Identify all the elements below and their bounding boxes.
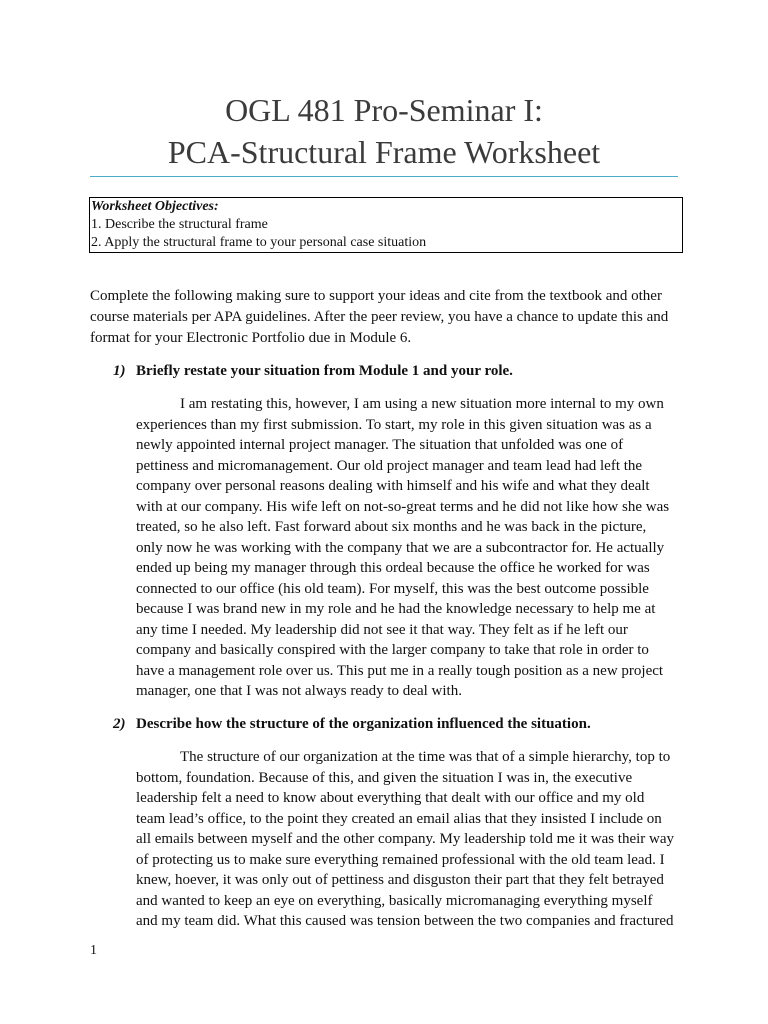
objective-item: 1. Describe the structural frame	[91, 217, 268, 232]
answer-line: and wanted to keep an eye on everything, basically micromanaging everything myself	[136, 892, 653, 909]
question-number: 2)	[113, 716, 126, 732]
answer-line: knew, hoever, it was only out of pettiness and disguston their part that they felt betrayed	[136, 872, 664, 888]
question-prompt: Briefly restate your situation from Module 1 and your role.	[136, 363, 513, 379]
answer-line: because I was brand new in my role and he had the knowledge necessary to help me at	[136, 601, 656, 617]
document-title	[0, 89, 768, 173]
objectives-heading: Worksheet Objectives:	[91, 199, 219, 214]
answer-line: company and basically conspired with the larger company to take that role in order to	[136, 642, 649, 658]
answer-line: newly appointed internal project manager. The situation that unfolded was one of	[136, 437, 624, 453]
objectives-box	[89, 197, 683, 253]
answer-line: with at our company. His wife left on not-so-great terms and he did not like how she was	[136, 498, 670, 515]
answer-line: all emails between myself and the other company. My leadership told me it was their way	[136, 831, 675, 847]
question-number: 1)	[113, 363, 126, 379]
paragraph-line: course materials per APA guidelines. After the peer review, you have a chance to update this and	[90, 309, 669, 325]
answer-2	[136, 747, 674, 932]
answer-line: manager, one that I was not always ready to deal with.	[136, 683, 462, 699]
answer-line: of protecting us to make sure everything remained professional with the old team lead. I	[136, 851, 665, 868]
answer-line: and my team did. What this caused was tension between the two companies and fractured	[136, 913, 674, 929]
answer-line: pettiness and micromanagement. Our old project manager and team lead had left the	[136, 457, 643, 474]
title-divider	[90, 176, 678, 177]
paragraph-line: format for your Electronic Portfolio due in Module 6.	[90, 330, 412, 346]
question-prompt: Describe how the structure of the organization influenced the situation.	[136, 716, 591, 732]
answer-line: connected to our office (his old team). For myself, this was the best outcome possible	[136, 580, 649, 597]
page-number: 1	[90, 943, 97, 958]
answer-line: have a management role over us. This put me in a really tough position as a new project	[136, 662, 664, 679]
answer-line: only now he was working with the company that we are a subcontractor for. He actually	[136, 539, 665, 556]
answer-1	[136, 394, 669, 702]
objective-item: 2. Apply the structural frame to your personal case situation	[91, 235, 427, 250]
answer-line: ended up being my manager through this ordeal because the office he worked for was	[136, 560, 650, 576]
answer-line: company over personal reasons dealing with himself and his wife and what they dealt	[136, 478, 650, 494]
answer-line: experiences than my first submission. To start, my role in this given situation was as a	[136, 416, 652, 433]
answer-line: The structure of our organization at the time was that of a simple hierarchy, top to	[180, 749, 671, 765]
answer-line: I am restating this, however, I am using a new situation more internal to my own	[180, 396, 664, 412]
question-2	[113, 714, 591, 734]
answer-line: treated, so he also left. Fast forward about six months and he was back in the picture,	[136, 519, 647, 535]
answer-line: any time I needed. My leadership did not see it that way. They felt as if he left our	[136, 621, 628, 638]
paragraph-line: Complete the following making sure to support your ideas and cite from the textbook and other	[90, 288, 662, 304]
answer-line: team lead’s office, to the point they created an email alias that they insisted I include on	[136, 810, 662, 827]
intro-paragraph	[90, 286, 668, 349]
answer-line: leadership felt a need to know about everything that dealt with our office and my old	[136, 790, 645, 806]
title-line: PCA-Structural Frame Worksheet	[167, 134, 601, 170]
title-line: OGL 481 Pro-Seminar I:	[225, 92, 543, 128]
answer-line: bottom, foundation. Because of this, and given the situation I was in, the executive	[136, 769, 633, 786]
question-1	[113, 361, 513, 381]
